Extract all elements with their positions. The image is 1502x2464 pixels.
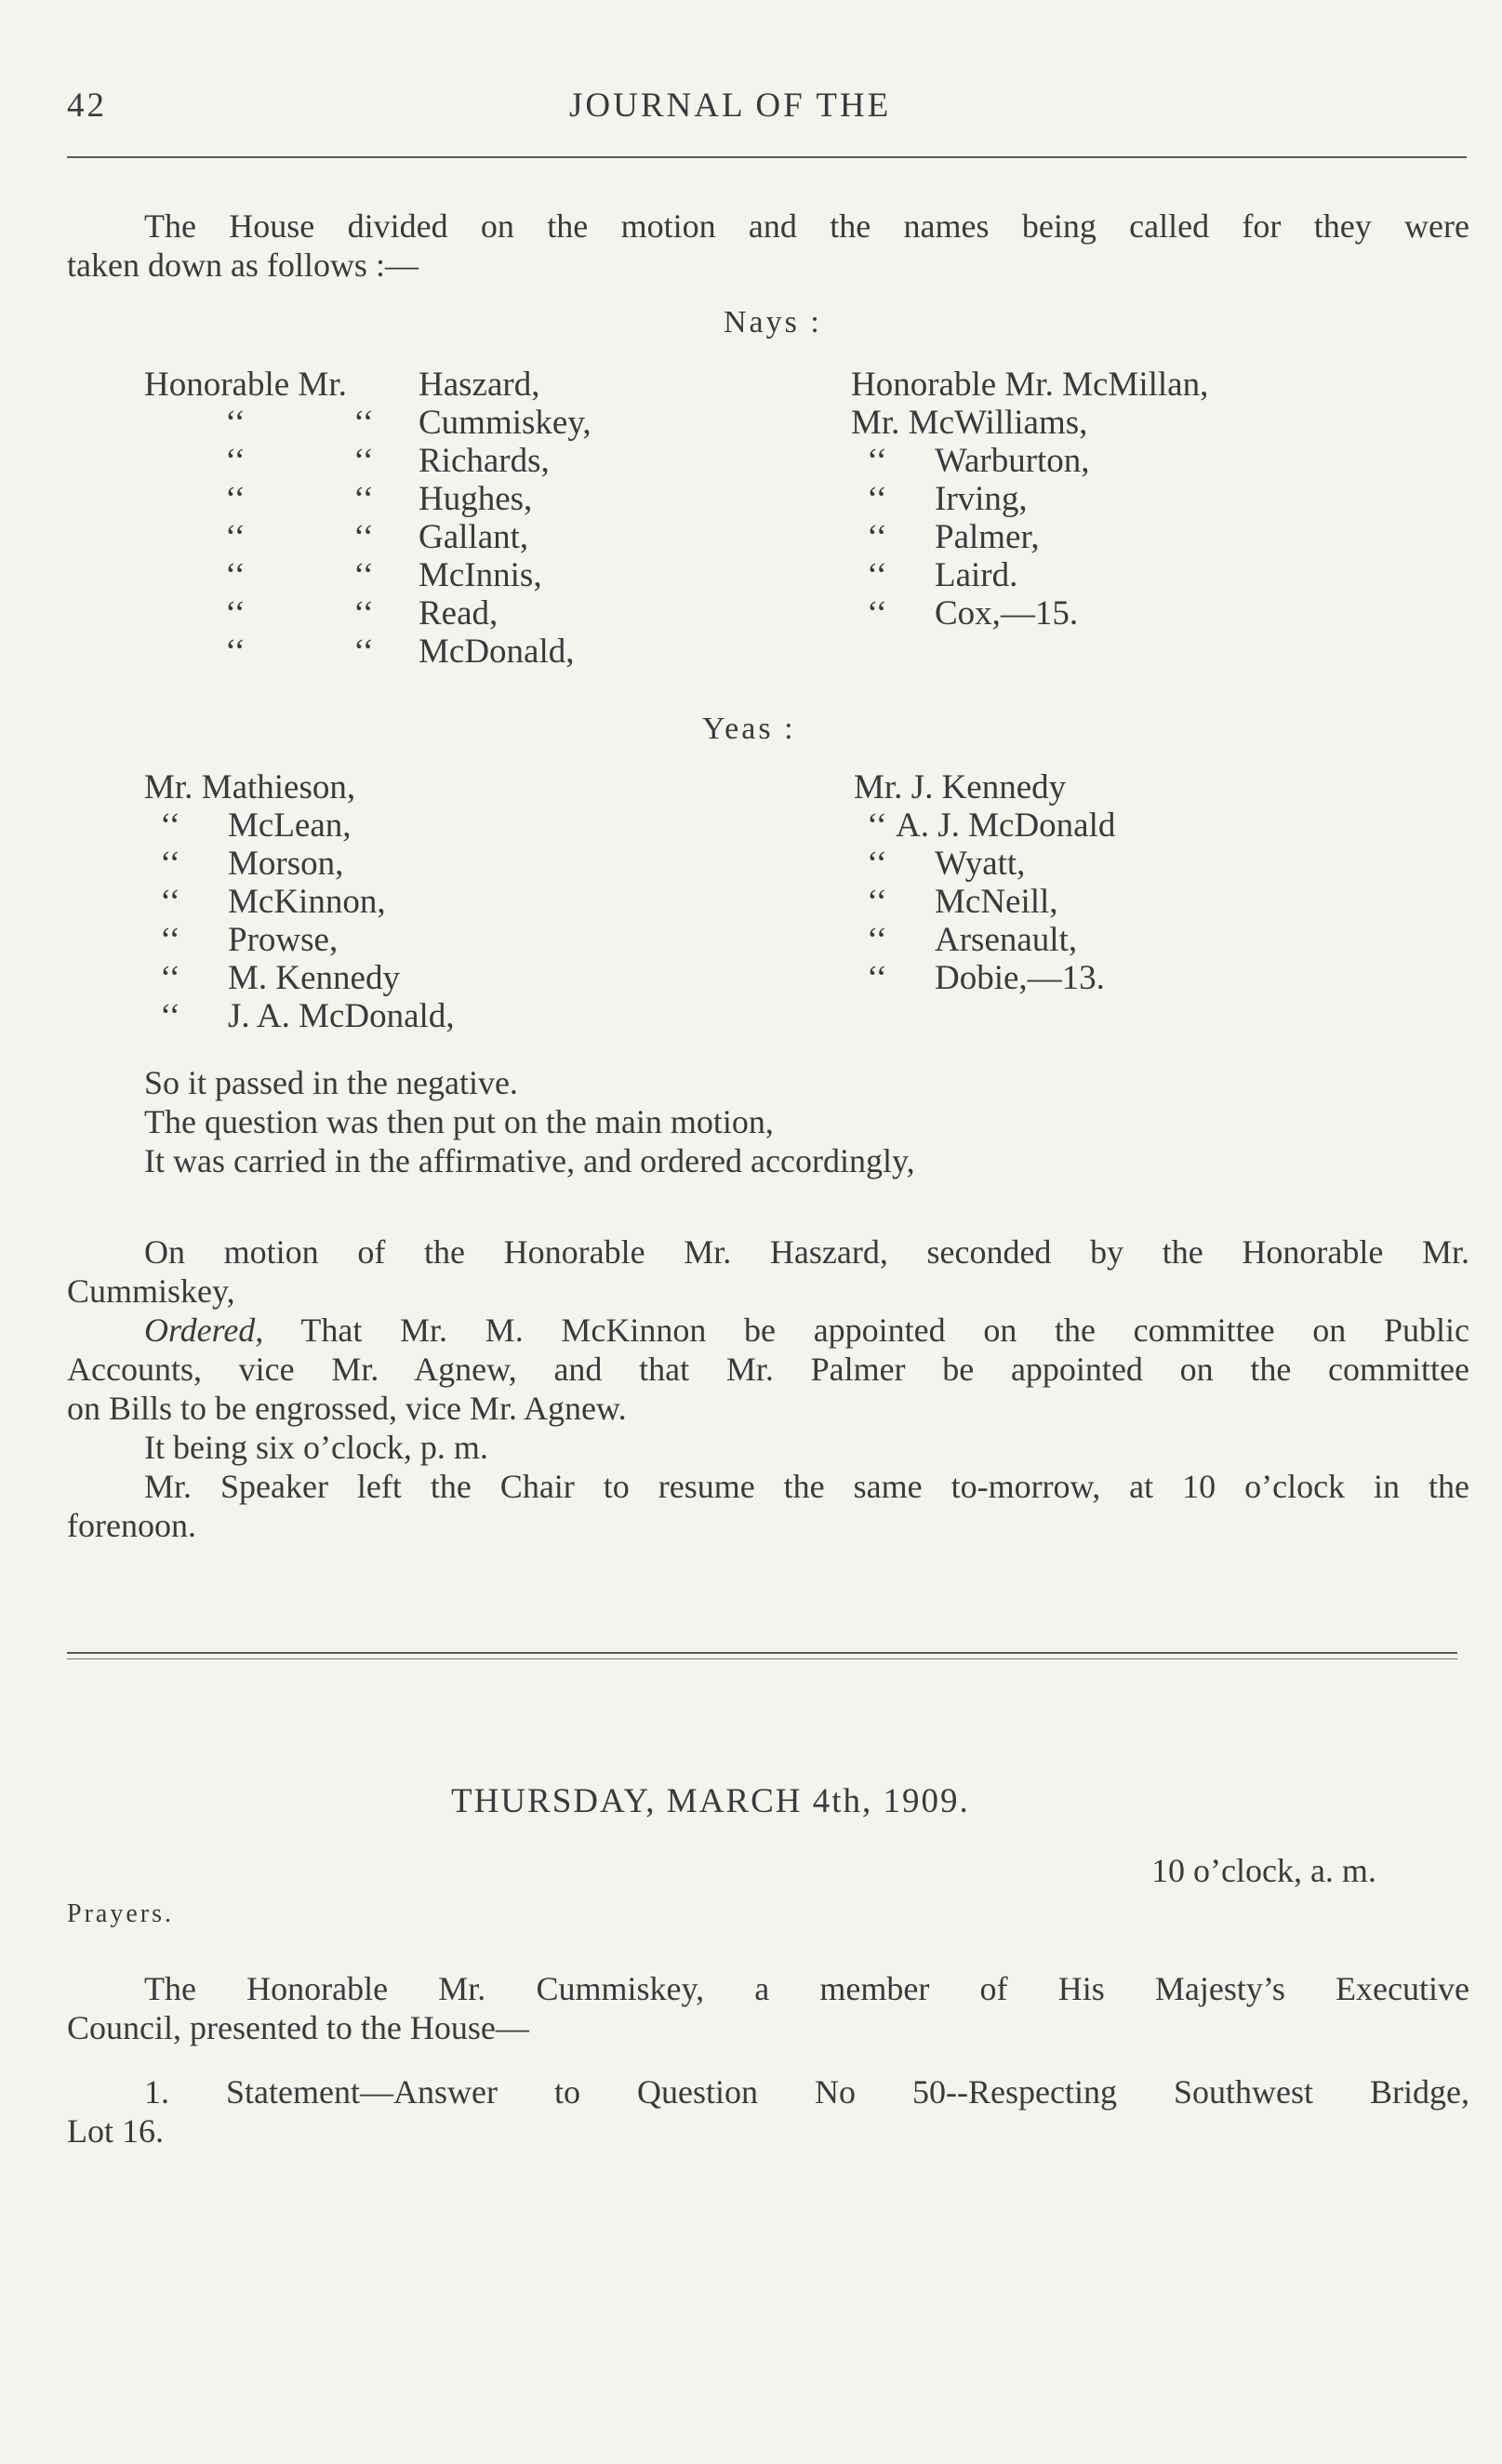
member-name: McKinnon, [228, 883, 386, 921]
para1-line1: The Honorable Mr. Cummiskey, a member of His Majesty’s Executive [144, 1970, 1469, 2007]
member-name: Mr. Mathieson, [144, 768, 356, 806]
member-name: Gallant, [419, 518, 529, 556]
yeas-heading: Yeas : [702, 712, 796, 746]
ditto-mark: ‘‘ [225, 594, 246, 633]
ditto-mark: ‘‘ [225, 480, 246, 518]
member-name: Read, [419, 594, 498, 633]
member-name: McInnis, [419, 556, 542, 594]
member-name: Cummiskey, [419, 404, 591, 442]
member-name: M. Kennedy [228, 959, 400, 997]
yeas-left-names [228, 806, 455, 1035]
motion-line2: Cummiskey, [67, 1272, 235, 1310]
member-name: Hughes, [419, 480, 533, 518]
item1-line1: 1. Statement—Answer to Question No 50--Respecting Southwest Bridge, [144, 2073, 1469, 2111]
prayers-heading: Prayers. [67, 1899, 174, 1928]
yeas-right-lead [854, 768, 1066, 806]
member-name: Wyatt, [935, 845, 1026, 883]
ditto-mark: ‘‘ [225, 404, 246, 442]
motion-line3-text: That Mr. M. McKinnon be appointed on the committee on Public [300, 1312, 1469, 1349]
member-name: Haszard, [419, 366, 540, 404]
nays-left-ditto-col2 [353, 404, 374, 671]
ditto-mark: ‘‘ [867, 442, 887, 480]
ditto-mark: ‘‘ [160, 921, 180, 959]
member-name: Palmer, [935, 518, 1040, 556]
yeas-right-names [896, 806, 1116, 997]
member-name: McDonald, [419, 633, 575, 671]
ditto-mark: ‘‘ [353, 442, 374, 480]
division-intro-line1: The House divided on the motion and the names being called for they were [144, 207, 1469, 245]
motion-line1: On motion of the Honorable Mr. Haszard, seconded by the Honorable Mr. [144, 1233, 1469, 1271]
member-name: Laird. [935, 556, 1018, 594]
page-number: 42 [67, 87, 107, 125]
para1-line2: Council, presented to the House— [67, 2009, 529, 2046]
motion-line5: on Bills to be engrossed, vice Mr. Agnew. [67, 1390, 627, 1427]
ditto-mark: ‘‘ [225, 556, 246, 594]
nays-left-names [419, 366, 591, 671]
ordered-italic: Ordered, [144, 1312, 264, 1349]
ditto-mark: ‘‘ [160, 997, 180, 1035]
motion-line6: It being six o’clock, p. m. [144, 1429, 488, 1466]
nays-left-ditto-col1 [225, 404, 246, 671]
ditto-mark: ‘‘ [353, 594, 374, 633]
ditto-mark: ‘‘ [867, 806, 887, 845]
nays-right-ditto [867, 442, 887, 633]
header-rule [67, 156, 1467, 158]
ditto-mark: ‘‘ [867, 883, 887, 921]
ditto-mark: ‘‘ [353, 518, 374, 556]
member-name: Mr. McWilliams, [851, 404, 1088, 442]
ditto-mark: ‘‘ [867, 518, 887, 556]
ditto-mark: ‘‘ [160, 845, 180, 883]
yeas-left-ditto [160, 806, 180, 1035]
member-name: A. J. McDonald [896, 806, 1116, 845]
yeas-right-ditto [867, 806, 887, 997]
motion-line8: forenoon. [67, 1507, 196, 1544]
nays-right-names [935, 442, 1090, 633]
member-name: Prowse, [228, 921, 339, 959]
ditto-mark: ‘‘ [225, 518, 246, 556]
motion-line3 [144, 1311, 1469, 1350]
member-name: J. A. McDonald, [228, 997, 455, 1035]
sitting-time: 10 o’clock, a. m. [1151, 1852, 1376, 1889]
member-name: Honorable Mr. McMillan, [851, 366, 1209, 404]
member-name: Warburton, [935, 442, 1090, 480]
member-name: Morson, [228, 845, 344, 883]
ditto-mark: ‘‘ [867, 480, 887, 518]
ditto-mark: ‘‘ [160, 806, 180, 845]
ditto-mark: ‘‘ [867, 556, 887, 594]
nays-right-lead [851, 366, 1208, 442]
item1-line2: Lot 16. [67, 2112, 164, 2150]
section-divider [67, 1652, 1457, 1661]
day-heading: THURSDAY, MARCH 4th, 1909. [451, 1782, 970, 1820]
ditto-mark: ‘‘ [160, 883, 180, 921]
member-name: Arsenault, [935, 921, 1078, 959]
ditto-mark: ‘‘ [353, 404, 374, 442]
division-intro-line2: taken down as follows :— [67, 246, 419, 284]
member-name: Dobie,—13. [935, 959, 1105, 997]
member-name: Cox,—15. [935, 594, 1079, 633]
ditto-mark: ‘‘ [867, 959, 887, 997]
ditto-mark: ‘‘ [353, 480, 374, 518]
result-line2: The question was then put on the main motion, [144, 1103, 774, 1140]
ditto-mark: ‘‘ [225, 442, 246, 480]
result-line3: It was carried in the affirmative, and ordered accordingly, [144, 1142, 915, 1179]
motion-line7: Mr. Speaker left the Chair to resume the same to-morrow, at 10 o’clock in the [144, 1468, 1469, 1505]
member-name: Mr. J. Kennedy [854, 768, 1067, 806]
member-name: Richards, [419, 442, 550, 480]
member-name: McLean, [228, 806, 352, 845]
ditto-mark: ‘‘ [353, 556, 374, 594]
member-name: Irving, [935, 480, 1028, 518]
ditto-mark: ‘‘ [353, 633, 374, 671]
member-name: McNeill, [935, 883, 1058, 921]
nays-heading: Nays : [724, 305, 822, 340]
ditto-mark: ‘‘ [160, 959, 180, 997]
ditto-mark: ‘‘ [867, 594, 887, 633]
result-line1: So it passed in the negative. [144, 1064, 518, 1101]
ditto-mark: ‘‘ [225, 633, 246, 671]
running-title: JOURNAL OF THE [569, 87, 892, 125]
motion-line4: Accounts, vice Mr. Agnew, and that Mr. Palmer be appointed on the committee [67, 1351, 1469, 1388]
ditto-mark: ‘‘ [867, 845, 887, 883]
nays-left-lead: Honorable Mr. [144, 366, 347, 404]
yeas-left-lead [144, 768, 355, 806]
ditto-mark: ‘‘ [867, 921, 887, 959]
